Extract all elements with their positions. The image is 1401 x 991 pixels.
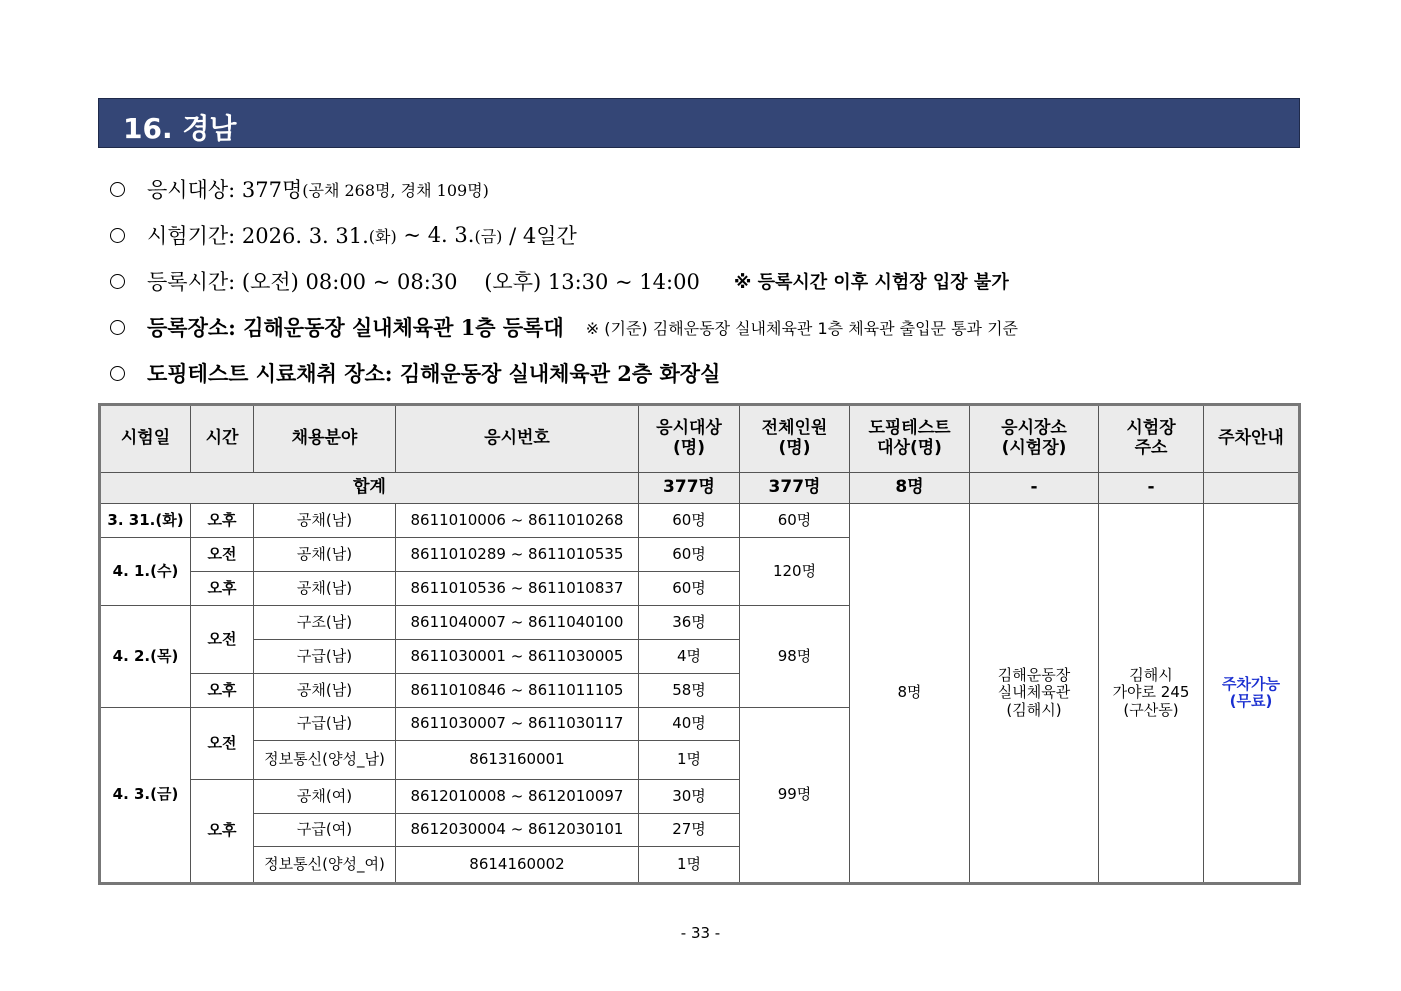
number-cell: 8611010846 ~ 8611011105 (396, 674, 639, 708)
address-line2: 가야로 245 (1112, 683, 1190, 702)
page-number: - 33 - (680, 924, 721, 942)
parking-cell (1204, 504, 1300, 884)
address-line1: 김해시 (1129, 666, 1173, 685)
target-cell: 36명 (639, 606, 740, 640)
time-cell: 오후 (191, 674, 254, 708)
number-cell: 8611010536 ~ 8611010837 (396, 572, 639, 606)
bullet-period (110, 212, 1018, 258)
address-line3: (구산동) (1123, 700, 1179, 719)
bullet-period-e: / 4일간 (502, 224, 577, 248)
bullet-period-c: ~ 4. 3. (396, 223, 475, 247)
header-total-line1: 전체인원 (761, 418, 828, 439)
venue-line1: 김해운동장 (997, 666, 1071, 685)
target-cell: 1명 (639, 847, 740, 884)
target-cell: 58명 (639, 674, 740, 708)
time-cell: 오전 (191, 708, 254, 780)
field-cell: 공채(남) (254, 504, 396, 538)
number-cell: 8613160001 (396, 741, 639, 780)
target-cell: 27명 (639, 814, 740, 847)
address-cell (1099, 504, 1204, 884)
header-venue-line1: 응시장소 (1001, 418, 1067, 439)
section-title-bar (98, 98, 1300, 148)
target-cell: 60명 (639, 504, 740, 538)
header-field: 채용분야 (254, 405, 396, 473)
number-cell: 8611010289 ~ 8611010535 (396, 538, 639, 572)
table-row (100, 504, 1300, 538)
bullet-period-d: (금) (474, 226, 503, 246)
target-cell: 4명 (639, 640, 740, 674)
total-row (100, 473, 1300, 504)
field-cell: 공채(남) (254, 572, 396, 606)
day-total-cell: 98명 (740, 606, 850, 708)
schedule-table (98, 403, 1301, 885)
target-cell: 40명 (639, 708, 740, 741)
venue-line2: 실내체육관 (997, 683, 1071, 702)
bullet-period-b: (화) (368, 226, 397, 246)
header-target-line1: 응시대상 (656, 418, 722, 439)
field-cell: 구급(남) (254, 708, 396, 741)
bullet-registration-place-note: ※ (기준) 김해운동장 실내체육관 1층 체육관 출입문 통과 기준 (585, 318, 1019, 338)
number-cell: 8612010008 ~ 8612010097 (396, 780, 639, 814)
total-target: 377명 (639, 473, 740, 504)
field-cell: 정보통신(양성_남) (254, 741, 396, 780)
parking-line2: (무료) (1229, 692, 1273, 710)
field-cell: 공채(남) (254, 674, 396, 708)
bullet-registration-time-label: 등록시간: (오전) 08:00 ~ 08:30 (오후) 13:30 ~ 14:00 (147, 270, 700, 294)
bullet-registration-place (110, 304, 1018, 350)
table-header-row (100, 405, 1300, 473)
bullet-registration-time-note: ※ 등록시간 이후 시험장 입장 불가 (733, 272, 1009, 293)
header-venue (970, 405, 1099, 473)
bullet-doping-place (110, 350, 1018, 396)
time-cell: 오전 (191, 538, 254, 572)
time-cell: 오후 (191, 780, 254, 884)
parking-line1: 주차가능 (1222, 674, 1280, 693)
bullet-registration-place-label: 등록장소: 김해운동장 실내체육관 1층 등록대 (147, 315, 564, 340)
header-address-line2: 주소 (1134, 438, 1168, 458)
date-cell: 4. 3.(금) (100, 708, 191, 884)
bullet-applicants (110, 166, 1018, 212)
venue-line3: (김해시) (1006, 700, 1062, 719)
field-cell: 공채(여) (254, 780, 396, 814)
date-cell: 4. 1.(수) (100, 538, 191, 606)
total-total: 377명 (740, 473, 850, 504)
date-cell: 3. 31.(화) (100, 504, 191, 538)
header-doping-line2: 대상(명) (877, 438, 942, 458)
time-cell: 오후 (191, 572, 254, 606)
number-cell: 8614160002 (396, 847, 639, 884)
header-time: 시간 (191, 405, 254, 473)
total-doping: 8명 (850, 473, 970, 504)
bullet-doping-place-label: 도핑테스트 시료채취 장소: 김해운동장 실내체육관 2층 화장실 (147, 361, 721, 386)
field-cell: 정보통신(양성_여) (254, 847, 396, 884)
target-cell: 60명 (639, 572, 740, 606)
number-cell: 8611010006 ~ 8611010268 (396, 504, 639, 538)
bullet-circle-icon (110, 320, 125, 335)
header-address-line1: 시험장 (1126, 418, 1176, 439)
bullet-applicants-breakdown: (공채 268명, 경채 109명) (302, 180, 489, 200)
bullet-circle-icon (110, 228, 125, 243)
total-venue: - (970, 473, 1099, 504)
header-target (639, 405, 740, 473)
field-cell: 공채(남) (254, 538, 396, 572)
section-title: 16. 경남 (123, 112, 237, 145)
bullet-circle-icon (110, 366, 125, 381)
header-venue-line2: (시험장) (1001, 438, 1067, 458)
target-cell: 30명 (639, 780, 740, 814)
header-total (740, 405, 850, 473)
total-address: - (1099, 473, 1204, 504)
info-bullets (110, 166, 1018, 396)
header-address (1099, 405, 1204, 473)
field-cell: 구급(남) (254, 640, 396, 674)
target-cell: 1명 (639, 741, 740, 780)
time-cell: 오후 (191, 504, 254, 538)
field-cell: 구급(여) (254, 814, 396, 847)
header-total-line2: (명) (778, 438, 811, 458)
bullet-circle-icon (110, 182, 125, 197)
field-cell: 구조(남) (254, 606, 396, 640)
day-total-cell: 99명 (740, 708, 850, 884)
header-parking: 주차안내 (1204, 405, 1300, 473)
day-total-cell: 120명 (740, 538, 850, 606)
number-cell: 8611030001 ~ 8611030005 (396, 640, 639, 674)
header-doping (850, 405, 970, 473)
header-number: 응시번호 (396, 405, 639, 473)
doping-cell: 8명 (850, 504, 970, 884)
header-doping-line1: 도핑테스트 (868, 418, 951, 439)
date-cell: 4. 2.(목) (100, 606, 191, 708)
number-cell: 8612030004 ~ 8612030101 (396, 814, 639, 847)
bullet-registration-time (110, 258, 1018, 304)
bullet-circle-icon (110, 274, 125, 289)
target-cell: 60명 (639, 538, 740, 572)
venue-cell (970, 504, 1099, 884)
bullet-applicants-label: 응시대상: 377명 (147, 178, 303, 202)
time-cell: 오전 (191, 606, 254, 674)
total-label: 합계 (100, 473, 639, 504)
bullet-period-a: 시험기간: 2026. 3. 31. (147, 224, 369, 248)
day-total-cell: 60명 (740, 504, 850, 538)
number-cell: 8611030007 ~ 8611030117 (396, 708, 639, 741)
number-cell: 8611040007 ~ 8611040100 (396, 606, 639, 640)
total-parking (1204, 473, 1300, 504)
header-target-line2: (명) (673, 438, 705, 458)
header-date: 시험일 (100, 405, 191, 473)
